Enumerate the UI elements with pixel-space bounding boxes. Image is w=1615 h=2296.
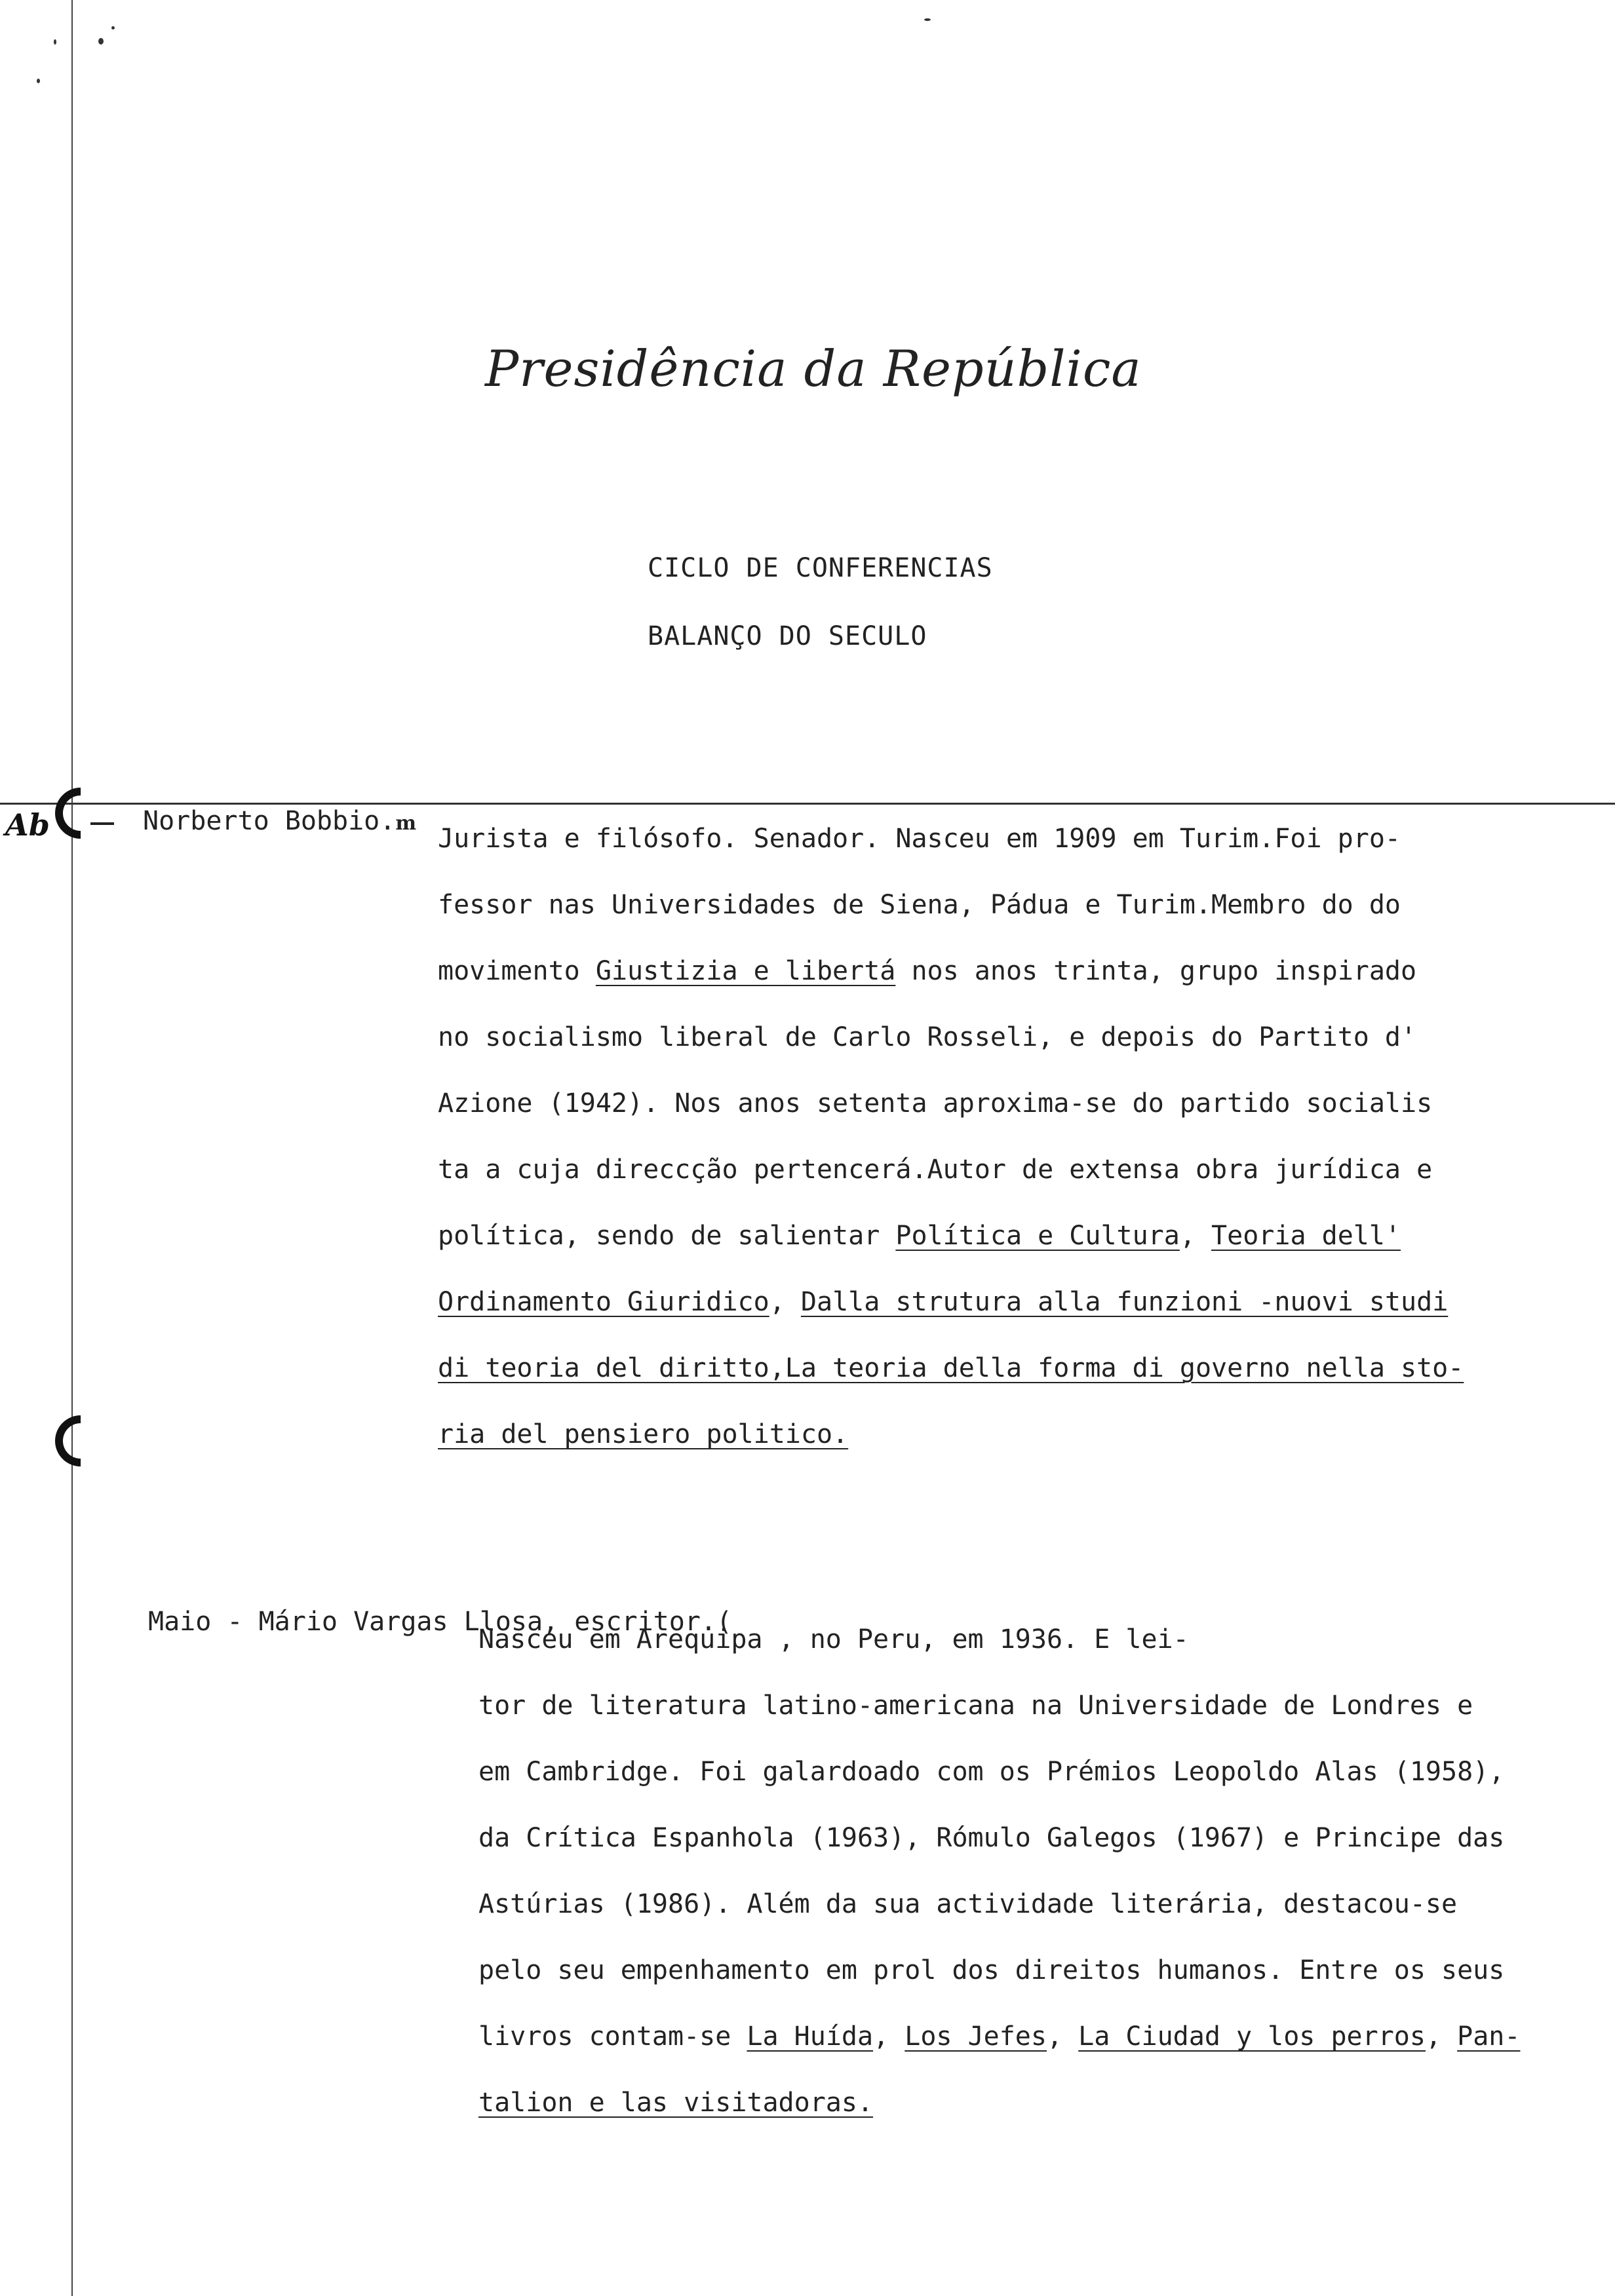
text-line (478, 2070, 1520, 2136)
text-segment: ta a cuja direccção pertencerá.Autor de extensa obra jurídica e (438, 1155, 1433, 1185)
entry-1-label (143, 806, 416, 836)
text-segment: da Crítica Espanhola (1963), Rómulo Galegos (1967) e Principe das (478, 1823, 1505, 1853)
underlined-title: Dalla strutura alla funzioni -nuovi studi (800, 1287, 1449, 1317)
heading-line-2: BALANÇO DO SECULO (648, 621, 927, 651)
text-line (478, 1805, 1520, 1871)
underlined-title: ria del pensiero politico. (438, 1419, 849, 1449)
margin-vertical-line (71, 0, 73, 2296)
horizontal-rule (0, 803, 1615, 805)
scan-speck (111, 26, 115, 29)
underlined-title: Política e Cultura (895, 1221, 1180, 1251)
scan-speck (54, 39, 56, 45)
text-segment: , (873, 2021, 905, 2052)
text-line (438, 938, 1464, 1004)
text-line (478, 1607, 1520, 1673)
text-line (438, 1137, 1464, 1203)
margin-handwritten-note: Ab (5, 807, 50, 843)
punch-hole-mark (45, 777, 117, 849)
entry-2-description (478, 1607, 1520, 2136)
underlined-title: La Huída (747, 2021, 874, 2052)
scan-speck (98, 38, 104, 45)
entry-1-mark: m (395, 812, 417, 835)
text-segment: , (1179, 1221, 1212, 1251)
underlined-title: Ordinamento Giuridico (438, 1287, 769, 1317)
entry-2-label: Maio - Mário Vargas Llosa, escritor.( (148, 1607, 733, 1637)
scan-speck (37, 79, 40, 83)
text-segment: pelo seu empenhamento em prol dos direitos humanos. Entre os seus (478, 1955, 1505, 1985)
text-segment: Astúrias (1986). Além da sua actividade literária, destacou-se (478, 1889, 1458, 1919)
text-line (438, 1071, 1464, 1137)
entry-1-description (438, 806, 1464, 1468)
text-segment: livros contam-se (478, 2021, 747, 2052)
underlined-title: Giustizia e libertá (595, 956, 896, 986)
text-segment: movimento (438, 956, 596, 986)
text-line (438, 806, 1464, 872)
text-line (478, 1673, 1520, 1739)
text-segment: , (769, 1287, 801, 1317)
underlined-title: La Ciudad y los perros (1078, 2021, 1426, 2052)
text-line (478, 1739, 1520, 1805)
text-line (438, 872, 1464, 938)
underlined-title: di teoria del diritto,La teoria della forma di governo nella sto- (438, 1353, 1464, 1383)
underlined-title: Teoria dell' (1211, 1221, 1401, 1251)
text-segment: tor de literatura latino-americana na Universidade de Londres e (478, 1691, 1473, 1721)
entry-1-name: Norberto Bobbio. (143, 806, 396, 836)
text-line (438, 1402, 1464, 1468)
text-segment: política, sendo de salientar (438, 1221, 896, 1251)
underlined-title: talion e las visitadoras. (478, 2088, 874, 2118)
text-segment: Nasceu em Arequipa , no Peru, em 1936. E lei- (478, 1624, 1189, 1655)
text-segment: no socialismo liberal de Carlo Rosseli, e depois do Partito d' (438, 1022, 1417, 1052)
letterhead: Presidência da República (485, 339, 1142, 398)
text-segment: em Cambridge. Foi galardoado com os Prémios Leopoldo Alas (1958), (478, 1757, 1505, 1787)
punch-hole-mark (45, 1405, 117, 1477)
text-line (478, 1871, 1520, 1938)
text-line (438, 1335, 1464, 1402)
text-segment: fessor nas Universidades de Siena, Pádua e Turim.Membro do do (438, 890, 1401, 920)
text-line (478, 1938, 1520, 2004)
text-segment: , (1046, 2021, 1079, 2052)
underlined-title: Pan- (1457, 2021, 1521, 2052)
heading-line-1: CICLO DE CONFERENCIAS (648, 553, 993, 583)
text-segment: nos anos trinta, grupo inspirado (895, 956, 1417, 986)
text-segment: Jurista e filósofo. Senador. Nasceu em 1909 em Turim.Foi pro- (438, 824, 1401, 854)
text-line (438, 1203, 1464, 1269)
text-segment: , (1425, 2021, 1458, 2052)
text-line (438, 1269, 1464, 1335)
text-segment: Azione (1942). Nos anos setenta aproxima-se do partido socialis (438, 1088, 1433, 1119)
underlined-title: Los Jefes (905, 2021, 1047, 2052)
scan-speck (924, 18, 931, 21)
text-line (438, 1004, 1464, 1071)
text-line (478, 2004, 1520, 2070)
